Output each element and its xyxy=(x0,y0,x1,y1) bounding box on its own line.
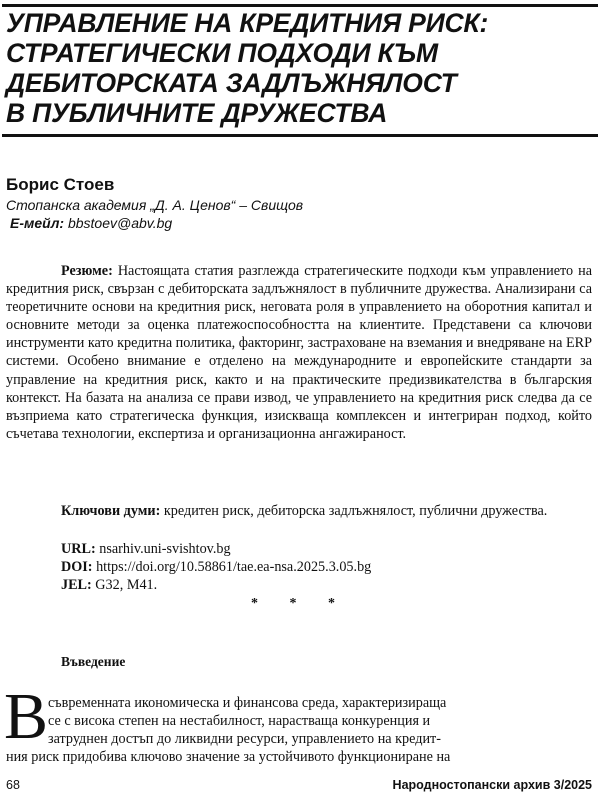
author-affiliation: Стопанска академия „Д. А. Ценов“ – Свищов xyxy=(6,197,304,213)
jel-value: G32, M41. xyxy=(95,577,158,593)
keywords-label: Ключови думи: xyxy=(61,503,161,519)
title-rule xyxy=(2,134,598,137)
article-title xyxy=(6,8,596,128)
url-label: URL: xyxy=(61,541,96,557)
keywords-text: кредитен риск, дебиторска задлъжнялост, публични дружества. xyxy=(163,503,548,519)
url-value[interactable]: nsarhiv.uni-svishtov.bg xyxy=(99,541,231,557)
title-line: В ПУБЛИЧНИТЕ ДРУЖЕСТВА xyxy=(6,98,388,128)
abstract-label: Резюме: xyxy=(61,263,113,279)
abstract xyxy=(6,262,592,443)
page-footer xyxy=(0,778,600,798)
url-line xyxy=(61,540,231,558)
intro-line: ния риск придобива ключово значение за устойчивото функциониране на xyxy=(6,749,451,765)
intro-line: затруднен достъп до ликвидни ресурси, управлението на кредит- xyxy=(48,731,441,747)
doi-line xyxy=(61,558,371,576)
doi-label: DOI: xyxy=(61,559,93,575)
intro-line: съвременната икономическа и финансова среда, характеризираща xyxy=(48,695,447,711)
title-line: СТРАТЕГИЧЕСКИ ПОДХОДИ КЪМ xyxy=(6,38,438,68)
intro-paragraph xyxy=(6,694,592,766)
section-separator: * * * xyxy=(251,596,349,611)
email-address[interactable]: bbstoev@abv.bg xyxy=(67,215,173,231)
page-number: 68 xyxy=(6,778,20,792)
drop-cap: В xyxy=(4,680,49,753)
jel-line xyxy=(61,576,157,594)
author-block xyxy=(6,174,303,232)
jel-label: JEL: xyxy=(61,577,92,593)
author-email xyxy=(10,214,303,232)
title-line: УПРАВЛЕНИЕ НА КРЕДИТНИЯ РИСК: xyxy=(6,8,489,38)
journal-name: Народностопански архив 3/2025 xyxy=(392,778,592,792)
top-rule xyxy=(2,4,598,7)
abstract-text: Настоящата статия разглежда стратегическите подходи към управлението на кредитния риск, свързан с дебиторската задлъжнялост в публичните дружества. Анализирани са теоретичните основи на кредитния риск, неговата роля в управлението на оборотния капитал и основните методи за оценка платежоспособността на клиентите. Представени са ключови инструменти като кредитна политика, факторинг, застраховане на вземания и внедряване на ERP системи. Особено внимание е отделено на международните и европейските стандарти за управление на кредитния риск, както и на практическите предизвикателства в българския контекст. На базата на анализа се прави извод, че управлението на кредитния риск следва да се възприема като стратегическа функция, изискваща комплексен и интегриран подход, който съчетава технологии, експертиза и организационна ангажираност. xyxy=(6,263,593,442)
keywords xyxy=(6,502,592,520)
doi-value[interactable]: https://doi.org/10.58861/tae.ea-nsa.2025.3.05.bg xyxy=(96,559,372,575)
author-name: Борис Стоев xyxy=(6,175,115,194)
title-line: ДЕБИТОРСКАТА ЗАДЛЪЖНЯЛОСТ xyxy=(6,68,457,98)
section-heading: Въведение xyxy=(61,654,126,669)
intro-line: се с висока степен на нестабилност, нарастваща конкуренция и xyxy=(48,713,431,729)
email-label: Е-мейл: xyxy=(10,215,65,231)
